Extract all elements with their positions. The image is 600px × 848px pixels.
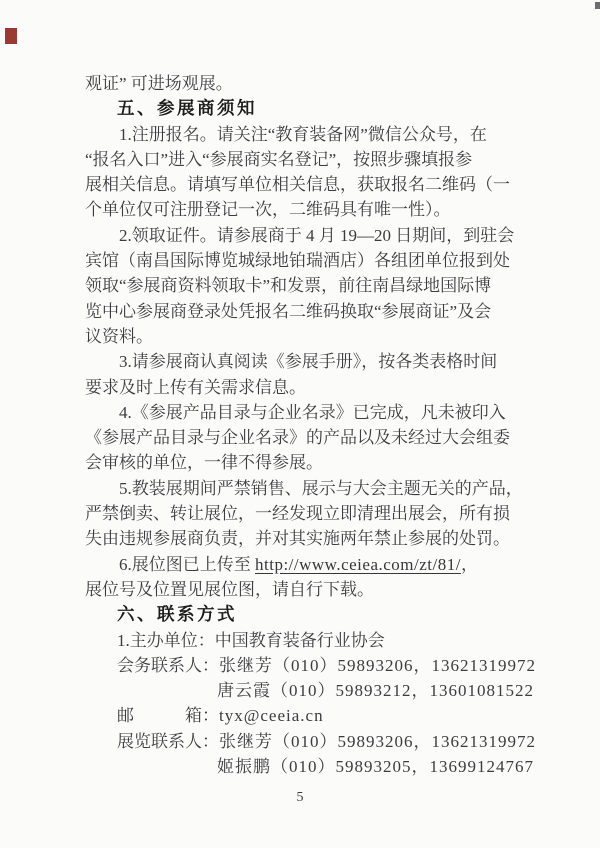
email-label: 邮 箱： [117, 706, 219, 726]
notes-item5-line2: 严禁倒卖、转让展位，一经发现立即清理出展会，所有损 [85, 504, 510, 524]
email-value: tyx@ceeia.cn [219, 706, 324, 726]
document-content [85, 71, 536, 779]
notes-item2-line4: 览中心参展商登录处凭报名二维码换取“参展商证”及会 [85, 301, 492, 321]
conference-contact-line [85, 653, 536, 678]
exhibition-contact-value: 张继芳（010）59893206，13621319972 [219, 731, 536, 751]
notes-item6-line2: 展位号及位置见展位图，请自行下载。 [85, 579, 374, 599]
booth-map-comma: ， [460, 554, 478, 574]
section-heading-contact: 六、联系方式 [117, 604, 237, 625]
exhibition-contact-label: 展览联系人： [117, 731, 219, 751]
organizer-value: 中国教育装备行业协会 [214, 630, 385, 650]
conference-contact-value2: 唐云霞（010）59893212，13601081522 [217, 681, 534, 701]
conference-contact-label: 会务联系人： [117, 655, 219, 675]
notes-item4-line1: 4.《参展产品目录与企业名录》已完成，凡未被印入 [119, 402, 506, 422]
notes-item5-line1: 5.教装展期间严禁销售、展示与大会主题无关的产品， [119, 478, 523, 498]
carryover-text: 观证” 可进场观展。 [85, 74, 233, 93]
booth-map-text: 6.展位图已上传至 [119, 554, 255, 574]
notes-item2-line1: 2.领取证件。请参展商于 4 月 19—20 日期间，到驻会 [119, 225, 515, 245]
notes-item3-line1: 3.请参展商认真阅读《参展手册》，按各类表格时间 [119, 352, 498, 372]
notes-item1-line4: 个单位仅可注册登记一次，二维码具有唯一性）。 [85, 200, 451, 220]
conference-contact-value: 张继芳（010）59893206，13621319972 [219, 655, 536, 675]
organizer-label: 1.主办单位： [117, 630, 215, 650]
red-scan-artifact [5, 28, 17, 44]
corner-scan-artifact [595, 2, 600, 9]
organizer-line [85, 628, 509, 653]
notes-item4-line2: 《参展产品目录与企业名录》的产品以及未经过大会组委 [85, 428, 510, 448]
notes-item4-line3: 会审核的单位，一律不得参展。 [85, 453, 323, 473]
notes-item1-line2: “报名入口”进入“参展商实名登记”，按照步骤填报参 [85, 149, 473, 169]
email-line [85, 703, 509, 728]
notes-item1-line3: 展相关信息。请填写单位相关信息，获取报名二维码（一 [85, 175, 510, 195]
notes-item2-line2: 宾馆（南昌国际博览城绿地铂瑞酒店）各组团单位报到处 [85, 251, 510, 271]
notes-item6-line1 [85, 552, 509, 577]
exhibition-contact-line [85, 729, 536, 754]
notes-item1-line1: 1.注册报名。请关注“教育装备网”微信公众号，在 [119, 124, 487, 144]
notes-item2-line3: 领取“参展商资料领取卡”和发票，前往南昌绿地国际博 [85, 276, 492, 296]
exhibition-contact-value2: 姬振鹏（010）59893205，13699124767 [217, 757, 534, 777]
notes-item2-line5: 议资料。 [85, 326, 153, 346]
notes-item3-line2: 要求及时上传有关需求信息。 [85, 377, 306, 397]
section-heading-exhibitor-notes: 五、参展商须知 [117, 98, 257, 119]
page-number: 5 [296, 790, 304, 805]
notes-item5-line3: 失由违规参展商负责，并对其实施两年禁止参展的处罚。 [85, 529, 510, 549]
booth-map-link[interactable]: http://www.ceiea.com/zt/81/ [255, 554, 461, 574]
